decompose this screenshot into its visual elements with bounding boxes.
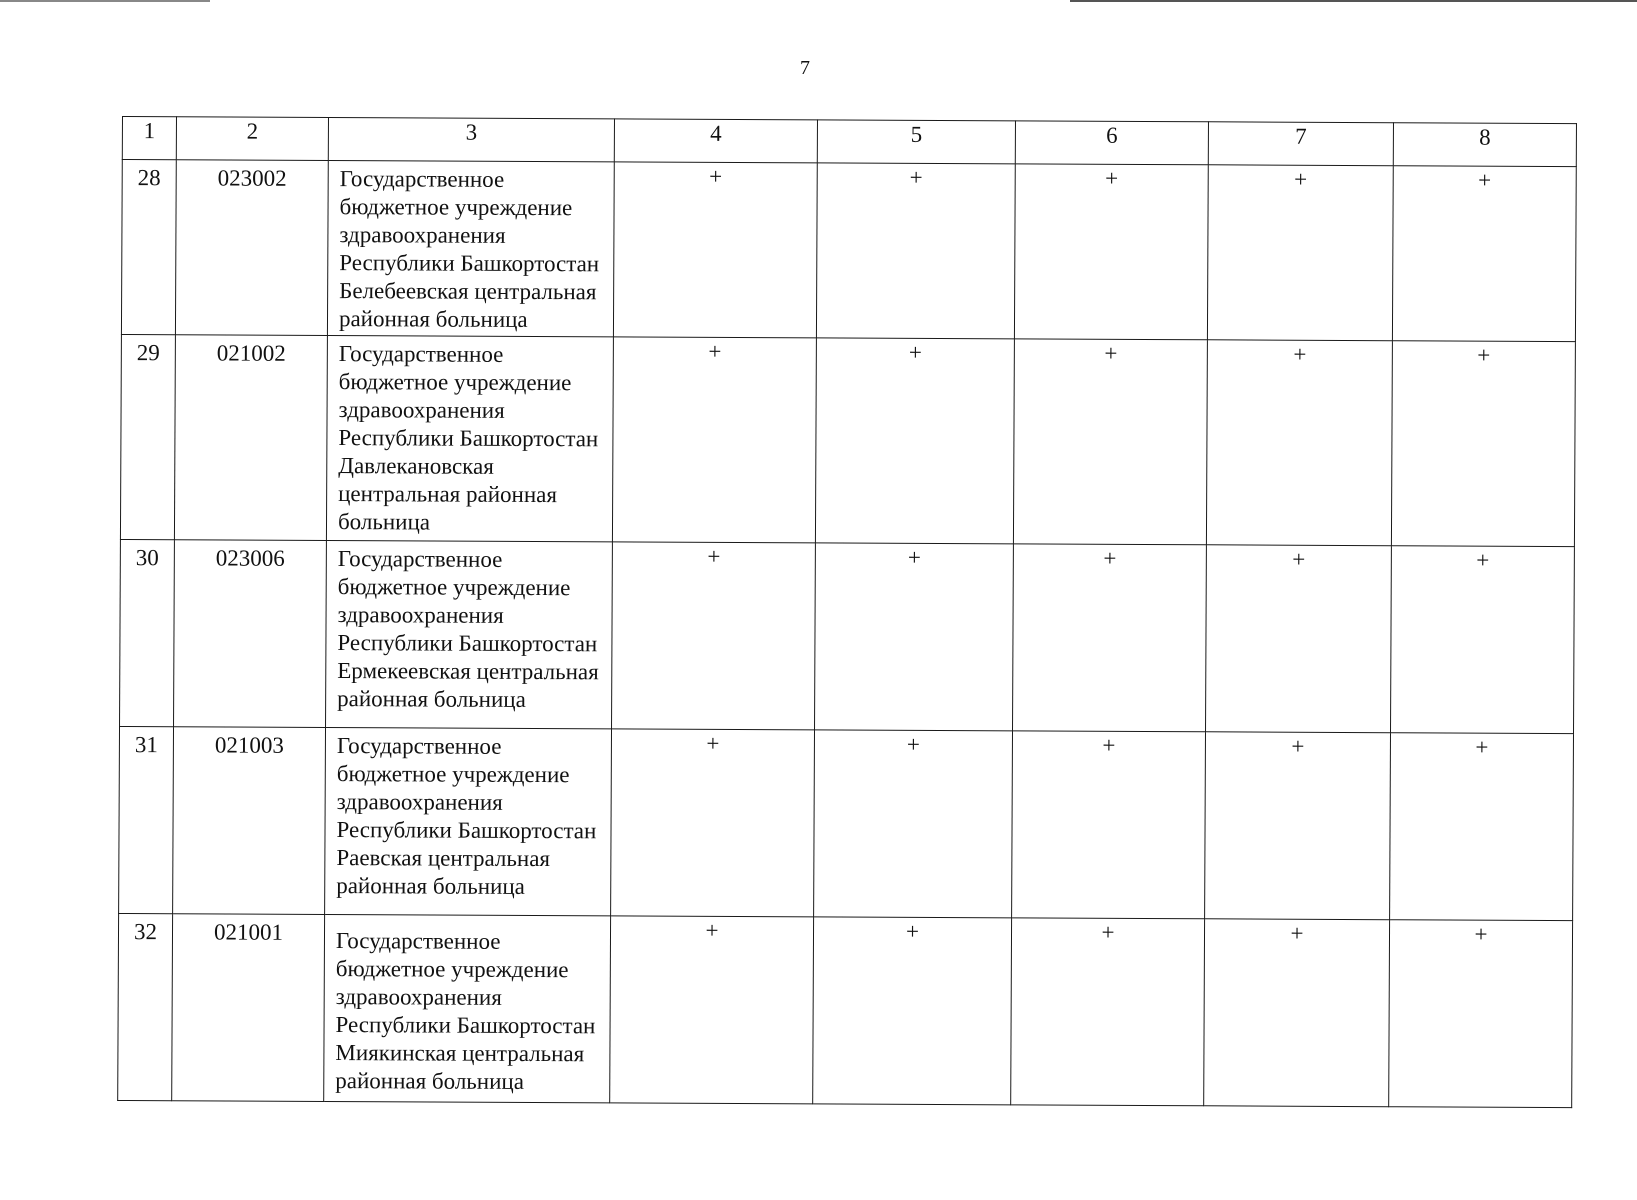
- name-line: Государственное: [339, 166, 505, 192]
- column-header: 4: [614, 119, 817, 163]
- name-line: здравоохранения: [339, 222, 506, 248]
- institution-name: [327, 161, 614, 337]
- mark-cell: +: [1392, 166, 1576, 342]
- mark-cell: +: [610, 916, 814, 1104]
- data-table: [117, 116, 1577, 1108]
- mark-cell: +: [613, 162, 817, 338]
- mark-cell: +: [1390, 733, 1574, 921]
- name-line: Раевская центральная: [336, 845, 551, 872]
- column-header: 7: [1208, 122, 1393, 166]
- name-line: здравоохранения: [336, 789, 503, 815]
- row-number: 32: [118, 913, 173, 1100]
- name-line: бюджетное учреждение: [337, 574, 571, 601]
- name-line: Республики Башкортостан: [336, 817, 597, 844]
- mark-cell: +: [1391, 341, 1575, 547]
- scan-edge-line-left: [0, 0, 210, 2]
- mark-cell: +: [1011, 918, 1205, 1106]
- name-line: районная больница: [335, 1068, 525, 1094]
- name-line: бюджетное учреждение: [335, 956, 569, 983]
- name-line: районная больница: [336, 873, 525, 899]
- name-line: Государственное: [338, 341, 504, 367]
- mark-cell: +: [612, 337, 816, 543]
- name-line: здравоохранения: [337, 602, 504, 628]
- column-header: 1: [122, 117, 176, 160]
- institution-name: [325, 728, 612, 916]
- column-header: 3: [328, 118, 614, 162]
- institution-name: [326, 541, 613, 729]
- name-line: районная больница: [338, 306, 528, 332]
- mark-cell: +: [1206, 545, 1392, 733]
- row-number: 30: [120, 539, 175, 726]
- table-row: [121, 160, 1576, 342]
- name-line: центральная районная: [338, 481, 558, 508]
- name-line: здравоохранения: [335, 984, 502, 1010]
- mark-cell: +: [1013, 544, 1207, 732]
- mark-cell: +: [1205, 732, 1391, 920]
- table-row: [119, 726, 1574, 920]
- mark-cell: +: [1204, 919, 1390, 1107]
- name-line: Ермекеевская центральная: [337, 658, 599, 685]
- mark-cell: +: [612, 542, 816, 730]
- column-header: 8: [1393, 123, 1576, 167]
- mark-cell: +: [1207, 165, 1393, 341]
- name-line: бюджетное учреждение: [339, 194, 573, 221]
- institution-code: 023002: [175, 160, 328, 336]
- name-line: Миякинская центральная: [335, 1040, 585, 1067]
- row-number: 31: [119, 726, 174, 913]
- mark-cell: +: [816, 163, 1015, 339]
- institution-name: [326, 336, 613, 542]
- column-header: 6: [1015, 121, 1208, 165]
- page-number: 7: [800, 57, 810, 79]
- mark-cell: +: [1391, 546, 1575, 734]
- institution-code: 021002: [174, 335, 327, 541]
- institution-code: 023006: [174, 540, 327, 728]
- mark-cell: +: [815, 543, 1014, 731]
- row-number: 28: [121, 160, 176, 335]
- mark-cell: +: [813, 917, 1012, 1105]
- mark-cell: +: [814, 730, 1013, 918]
- table-row: [120, 334, 1575, 546]
- name-line: Государственное: [337, 546, 503, 572]
- header-row: [122, 117, 1576, 167]
- table-row: [120, 539, 1575, 733]
- name-line: Давлекановская: [338, 453, 494, 479]
- mark-cell: +: [611, 729, 815, 917]
- name-line: Республики Башкортостан: [337, 630, 598, 657]
- mark-cell: +: [1014, 164, 1208, 340]
- name-line: Республики Башкортостан: [338, 425, 599, 452]
- name-line: здравоохранения: [338, 397, 505, 423]
- column-header: 5: [817, 120, 1015, 164]
- mark-cell: +: [815, 338, 1014, 544]
- name-line: бюджетное учреждение: [338, 369, 572, 396]
- name-line: Республики Башкортостан: [339, 250, 600, 277]
- mark-cell: +: [1389, 920, 1573, 1108]
- name-line: больница: [337, 509, 431, 535]
- mark-cell: +: [1206, 340, 1392, 546]
- institution-code: 021003: [173, 727, 326, 915]
- table-row: [118, 913, 1573, 1107]
- mark-cell: +: [1012, 731, 1206, 919]
- mark-cell: +: [1013, 339, 1207, 545]
- name-line: районная больница: [337, 686, 526, 712]
- name-line: Государственное: [335, 928, 501, 954]
- column-header: 2: [176, 117, 328, 161]
- name-line: бюджетное учреждение: [336, 761, 570, 788]
- scan-edge-line-right: [1070, 0, 1637, 2]
- name-line: Белебеевская центральная: [339, 278, 597, 305]
- institution-name: [324, 914, 611, 1102]
- institution-code: 021001: [172, 914, 325, 1102]
- name-line: Республики Башкортостан: [335, 1012, 596, 1039]
- row-number: 29: [120, 334, 175, 539]
- name-line: Государственное: [336, 733, 502, 759]
